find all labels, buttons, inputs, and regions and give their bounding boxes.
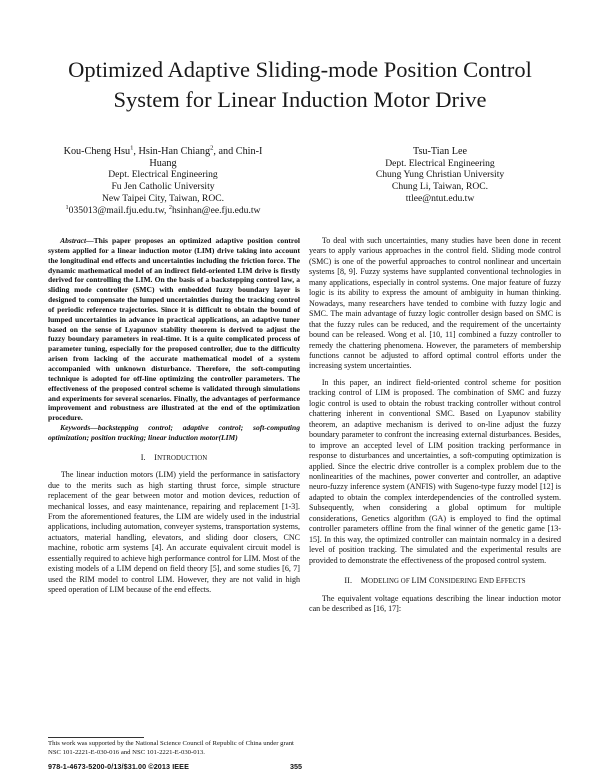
author-block-right [330,146,550,205]
author-city: Chung Li, Taiwan, ROC. [391,181,489,193]
title-line-1: Optimized Adaptive Sliding-mode Position Control [68,57,532,82]
author-dept: Dept. Electrical Engineering [385,157,495,169]
author-university: Chung Yung Christian University [375,169,505,181]
author-city: New Taipei City, Taiwan, ROC. [101,192,225,204]
author-block-left [38,146,288,216]
section-heading-introduction: I. INTRODUCTION [140,452,208,462]
intro-paragraph-3: In this paper, an indirect field-oriented control scheme for position tracking control of LIM is proposed. The combination of SMC and fuzzy logic control is used to obtain the robust tracking controller without control chattering inherent in conventional SMC. Based on Lyapunov stability theorem, an adaptive mechanism is derived to on-line adjust the fuzzy boundary parameter to confront the increasing external disturbances. Besides, to improve an accepted level of LIM position tracking performance in response to disturbances and uncertainties, a soft-computing optimization is applied. Since the electric drive controller is a complex problem due to the nonlinearities of the machines, power converter and controller, an adaptive neuro-fuzzy inference system (ANFIS) with Sugeno-type fuzzy model [12] is adapted to obtain the complex interdependencies of the controlled system. Subsequently, when considering a global optimum for multiple considerations, Genetics algorithm (GA) is employed to find the optimal controller parameters offline from the final winner of the genetic game [13-15]. In this way, the optimized controller can maintain normalcy in a desired level of position tracking. The simulated and the experimental results are provided to demonstrate the effectiveness of the proposed control system. [309,377,561,565]
author-university: Fu Jen Catholic University [111,181,215,193]
title-line-2: System for Linear Induction Motor Drive [113,87,487,112]
section-heading-modeling: II. MODELING OF LIM CONSIDERING END EFFECTS [344,576,526,586]
author-dept: Dept. Electrical Engineering [108,169,218,181]
isbn-copyright: 978-1-4673-5200-0/13/$31.00 ©2013 IEEE [48,762,189,771]
page-number: 355 [290,762,302,771]
intro-paragraph-2: To deal with such uncertainties, many studies have been done in recent years to apply various approaches in the control field. Sliding mode control (SMC) is one of the powerful approaches to control nonlinear and uncertain systems [8, 9]. Fuzzy systems have supplanted conventional technologies in many applications, especially in control systems. One major feature of fuzzy logic is its ability to express the amount of ambiguity in human thinking. Nowadays, many researchers have tended to combine with fuzzy logic and SMC. The main advantage of fuzzy logic controller design based on SMC is that the fuzzy rules can be reduced, and the requirement of the uncertainty bound can be released. Wong et al. [10, 11] combined a fuzzy controller to remedy the chattering phenomena. However, the parameters of membership functions cannot be adjusted to afford optimal control efforts under the increasing system uncertainties. [309,236,561,371]
abstract: Abstract—This paper proposes an optimized adaptive position control system applied for a linear induction motor (LIM) drive taking into account the longitudinal end effects and uncertainties including the friction force. The dynamic mathematical model of an indirect field-oriented LIM drive is firstly derived for controlling the LIM. On the basis of a backstepping control law, a sliding mode controller (SMC) with embedded fuzzy boundary layer is designed to compensate the lumped uncertainties during the tracking control of periodic reference trajectories. Since it is difficult to obtain the bound of lumped uncertainties in advance in practical applications, an adaptive tuner based on the sense of Lyapunov stability theorem is derived to adjust the fuzzy boundary parameters in real-time. It is a quite complicated process of parameter tuning, especially for the proposed controller, due to the difficulty arisen from lacking of the accurate mathematical model of a system accompanied with unknown disturbance. Therefore, the soft-computing technique is adopted for off-line optimizing the controller parameters. The effectiveness of the proposed control scheme is validated through simulations and experiments for several scenarios. Finally, the advantages of performance improvement and robustness are illustrated at the end of the optimization procedure. [48,236,300,423]
author-emails: $^1$035013@mail.fju.edu.tw, $^2$hsinhan@ee.fju.edu.tw [65,203,261,216]
paper-title [30,55,570,115]
intro-paragraph-1: The linear induction motors (LIM) yield the performance in satisfactory due to the merits such as high starting thrust force, simple structure replacement of the gear between motor and motion devices, reduction of mechanical losses, and easy maintenance, repairing and replacement [1-3]. From the aforementioned features, the LIM are widely used in the industrial applications, including automation, conveyer systems, transportation systems, actuators, material handling, elevators, and sliding door closers, CNC machine, robotic arm systems [4]. An accurate equivalent circuit model is essentially required to achieve high performance control for LIM. Most of the existing models of a LIM depend on field theory [5], and some studies [6, 7] used the RIM model to control LIM. However, they are not valid in high speed operation of LIM because of the end effects. [48,470,300,595]
author-name: Tsu-Tian Lee [412,146,468,157]
keywords: Keywords—backstepping control; adaptive control; soft-computing optimization; position tracking; linear induction motor(LIM) [48,423,300,442]
author-email: ttlee@ntut.edu.tw [405,192,475,204]
author-names-cont: Huang [149,157,177,169]
author-names: Kou-Cheng Hsu$^1$, Hsin-Han Chiang$^2$, and Chin-I [63,144,263,157]
modeling-paragraph-1: The equivalent voltage equations describing the linear induction motor can be described as [16, 17]: [309,593,561,613]
left-column [48,236,300,596]
footnote-rule [48,737,144,738]
right-column [309,236,561,614]
funding-footnote: This work was supported by the National Science Council of Republic of China under grant NSC 101-2221-E-030-016 and NSC 101-2221-E-030-013. [48,740,294,756]
